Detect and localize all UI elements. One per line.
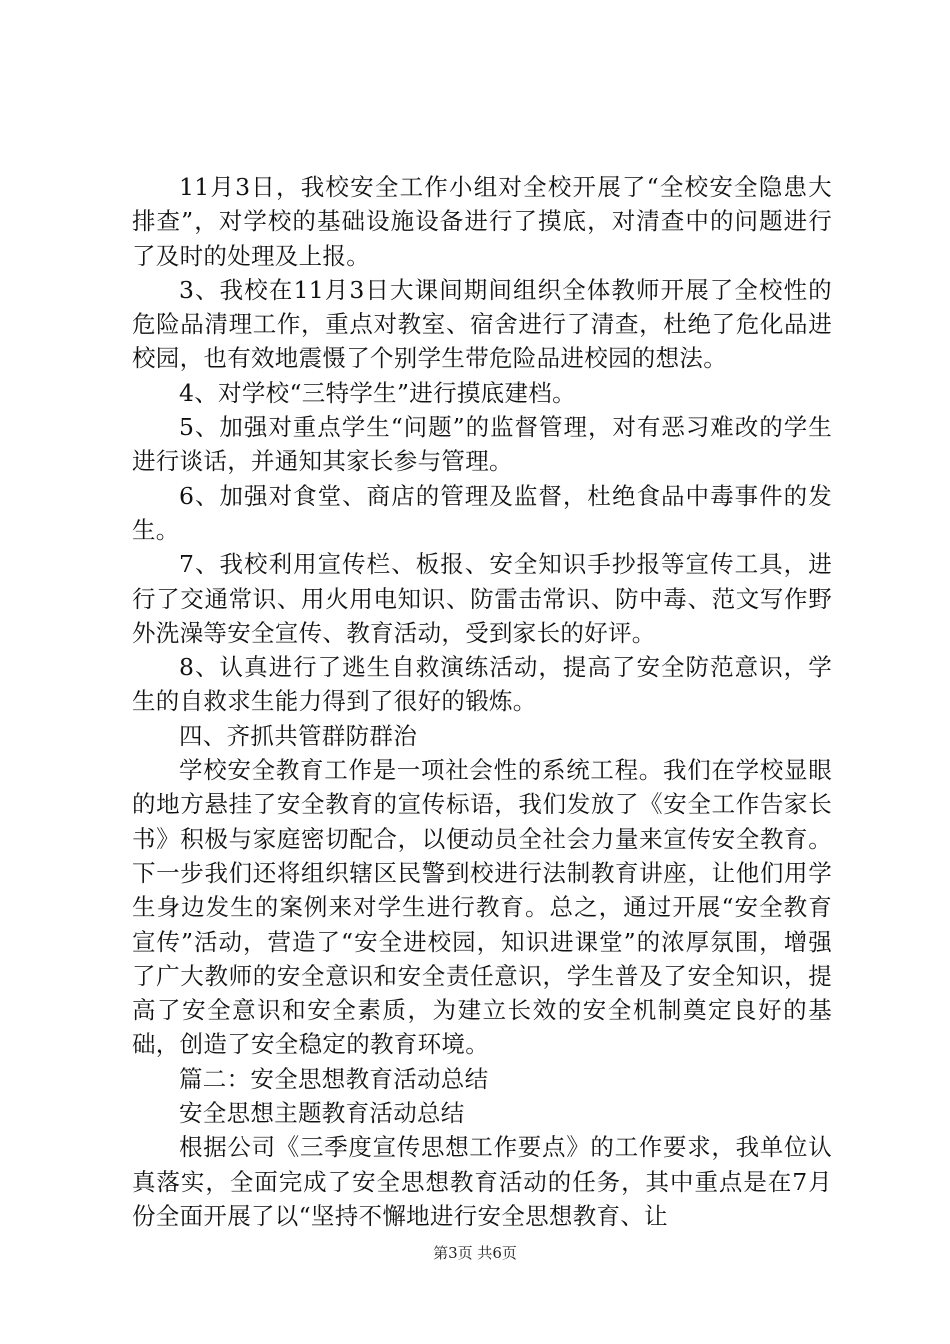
section-subtitle: 安全思想主题教育活动总结 <box>179 1099 465 1128</box>
paragraph-item-6-canteen: 6、加强对食堂、商店的管理及监督，杜绝食品中毒事件的发生。 <box>132 481 832 544</box>
section-heading-part-two: 篇二：安全思想教育活动总结 <box>179 1064 489 1093</box>
paragraph-item-7-publicity: 7、我校利用宣传栏、板报、安全知识手抄报等宣传工具，进行了交通常识、用火用电知识、防雷击常识、防中毒、范文写作野外洗澡等安全宣传、教育活动，受到家长的好评。 <box>132 550 832 647</box>
paragraph-safety-education-summary: 学校安全教育工作是一项社会性的系统工程。我们在学校显眼的地方悬挂了安全教育的宣传标语，我们发放了《安全工作告家长书》积极与家庭密切配合，以便动员全社会力量来宣传安全教育。下一步我们还将组织辖区民警到校进行法制教育讲座，让他们用学生身边发生的案例来对学生进行教育。总之，通过开展“安全教育宣传”活动，营造了“安全进校园，知识进课堂”的浓厚氛围，增强了广大教师的安全意识和安全责任意识，学生普及了安全知识，提高了安全意识和安全素质，为建立长效的安全机制奠定良好的基础，创造了安全稳定的教育环境。 <box>132 756 832 1059</box>
section-heading-joint-management: 四、齐抓共管群防群治 <box>179 721 417 750</box>
paragraph-item-4-student-records: 4、对学校“三特学生”进行摸底建档。 <box>179 378 576 407</box>
paragraph-item-5-key-students: 5、加强对重点学生“问题”的监督管理，对有恶习难改的学生进行谈话，并通知其家长参与管理。 <box>132 413 832 476</box>
paragraph-item-3-dangerous-goods: 3、我校在11月3日大课间期间组织全体教师开展了全校性的危险品清理工作，重点对教室、宿舍进行了清查，杜绝了危化品进校园，也有效地震慑了个别学生带危险品进校园的想法。 <box>132 275 832 373</box>
paragraph-hazard-inspection: 11月3日，我校安全工作小组对全校开展了“全校安全隐患大排查”，对学校的基础设施设备进行了摸底，对清查中的问题进行了及时的处理及上报。 <box>132 173 832 270</box>
paragraph-item-8-drill: 8、认真进行了逃生自救演练活动，提高了安全防范意识，学生的自救求生能力得到了很好的锻炼。 <box>132 653 832 716</box>
page-number-footer: 第3页 共6页 <box>433 1244 517 1262</box>
paragraph-company-requirements: 根据公司《三季度宣传思想工作要点》的工作要求，我单位认真落实，全面完成了安全思想教育活动的任务，其中重点是在7月份全面开展了以“坚持不懈地进行安全思想教育、让 <box>132 1133 832 1230</box>
document-body <box>132 170 832 1233</box>
